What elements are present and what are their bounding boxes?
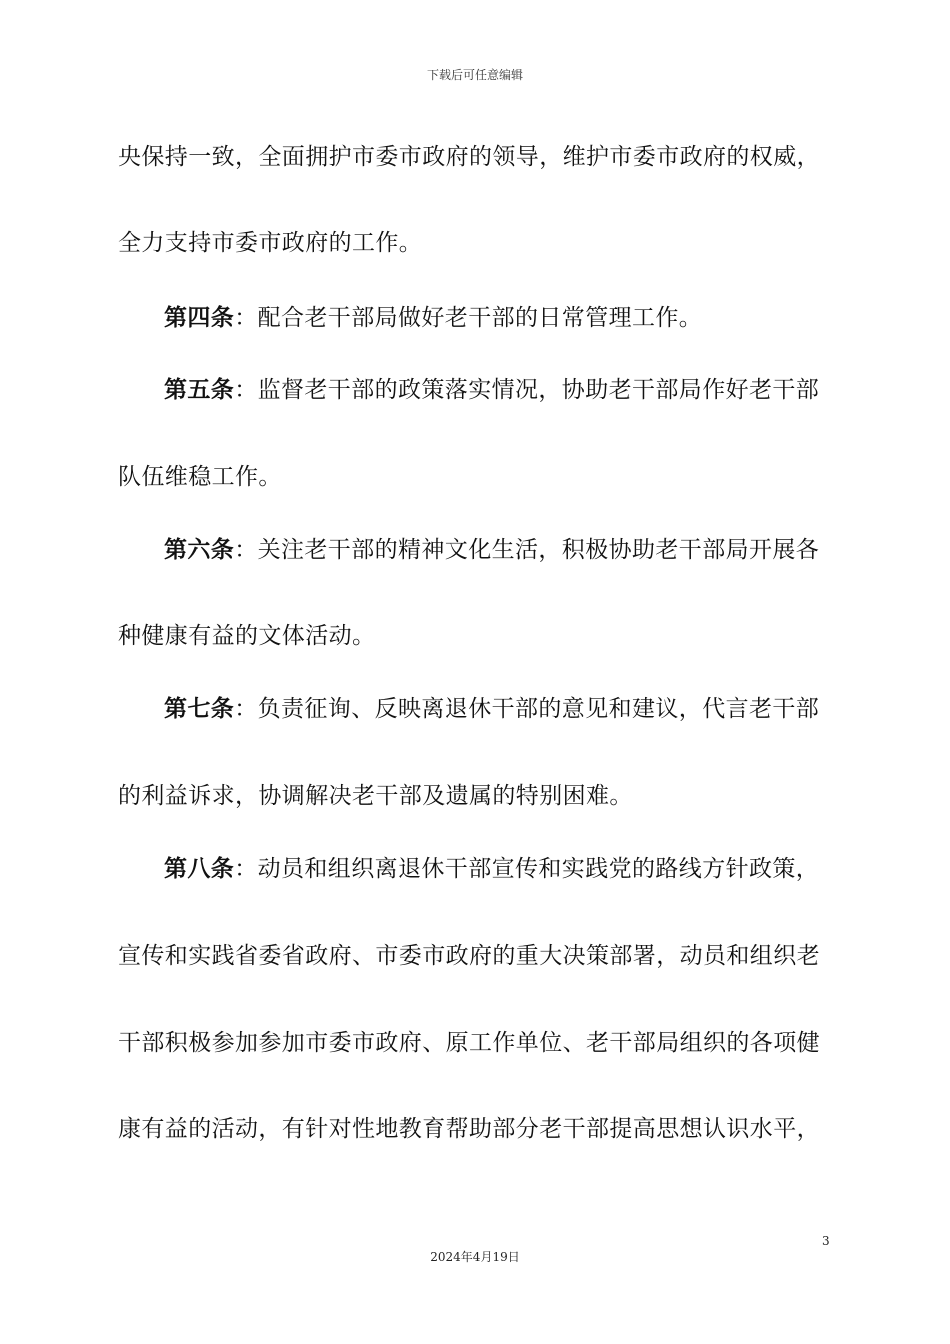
- page-header: 下载后可任意编辑: [426, 68, 523, 82]
- body-line-1: 央保持一致，全面拥护市委市政府的领导，维护市委市政府的权威，: [118, 144, 820, 170]
- article-8-line-2: 宣传和实践省委省政府、市委市政府的重大决策部署，动员和组织老: [118, 943, 820, 969]
- article-6-continued: 种健康有益的文体活动。: [118, 623, 376, 649]
- article-6-text: ：关注老干部的精神文化生活，积极协助老干部局开展各: [234, 537, 820, 563]
- body-line-2: 全力支持市委市政府的工作。: [118, 230, 423, 256]
- article-8-line-4: 康有益的活动，有针对性地教育帮助部分老干部提高思想认识水平，: [118, 1116, 820, 1142]
- article-5: [164, 375, 819, 405]
- article-7-text: ：负责征询、反映离退休干部的意见和建议，代言老干部: [234, 696, 820, 722]
- article-5-label: 第五条: [164, 377, 235, 403]
- article-8-label: 第八条: [164, 856, 235, 882]
- page-number: 3: [822, 1234, 830, 1248]
- article-4: [164, 303, 702, 333]
- article-4-label: 第四条: [164, 305, 235, 331]
- article-4-text: ：配合老干部局做好老干部的日常管理工作。: [234, 305, 703, 331]
- article-5-continued: 队伍维稳工作。: [118, 464, 282, 490]
- article-8-text: ：动员和组织离退休干部宣传和实践党的路线方针政策，: [234, 856, 820, 882]
- article-7-label: 第七条: [164, 696, 235, 722]
- article-6: [164, 535, 819, 565]
- article-7-continued: 的利益诉求，协调解决老干部及遗属的特别困难。: [118, 783, 633, 809]
- footer-date: 2024年4月19日: [430, 1250, 520, 1264]
- article-8: [164, 854, 819, 884]
- article-8-line-3: 干部积极参加参加市委市政府、原工作单位、老干部局组织的各项健: [118, 1030, 820, 1056]
- article-6-label: 第六条: [164, 537, 235, 563]
- article-7: [164, 694, 819, 724]
- article-5-text: ：监督老干部的政策落实情况，协助老干部局作好老干部: [234, 377, 820, 403]
